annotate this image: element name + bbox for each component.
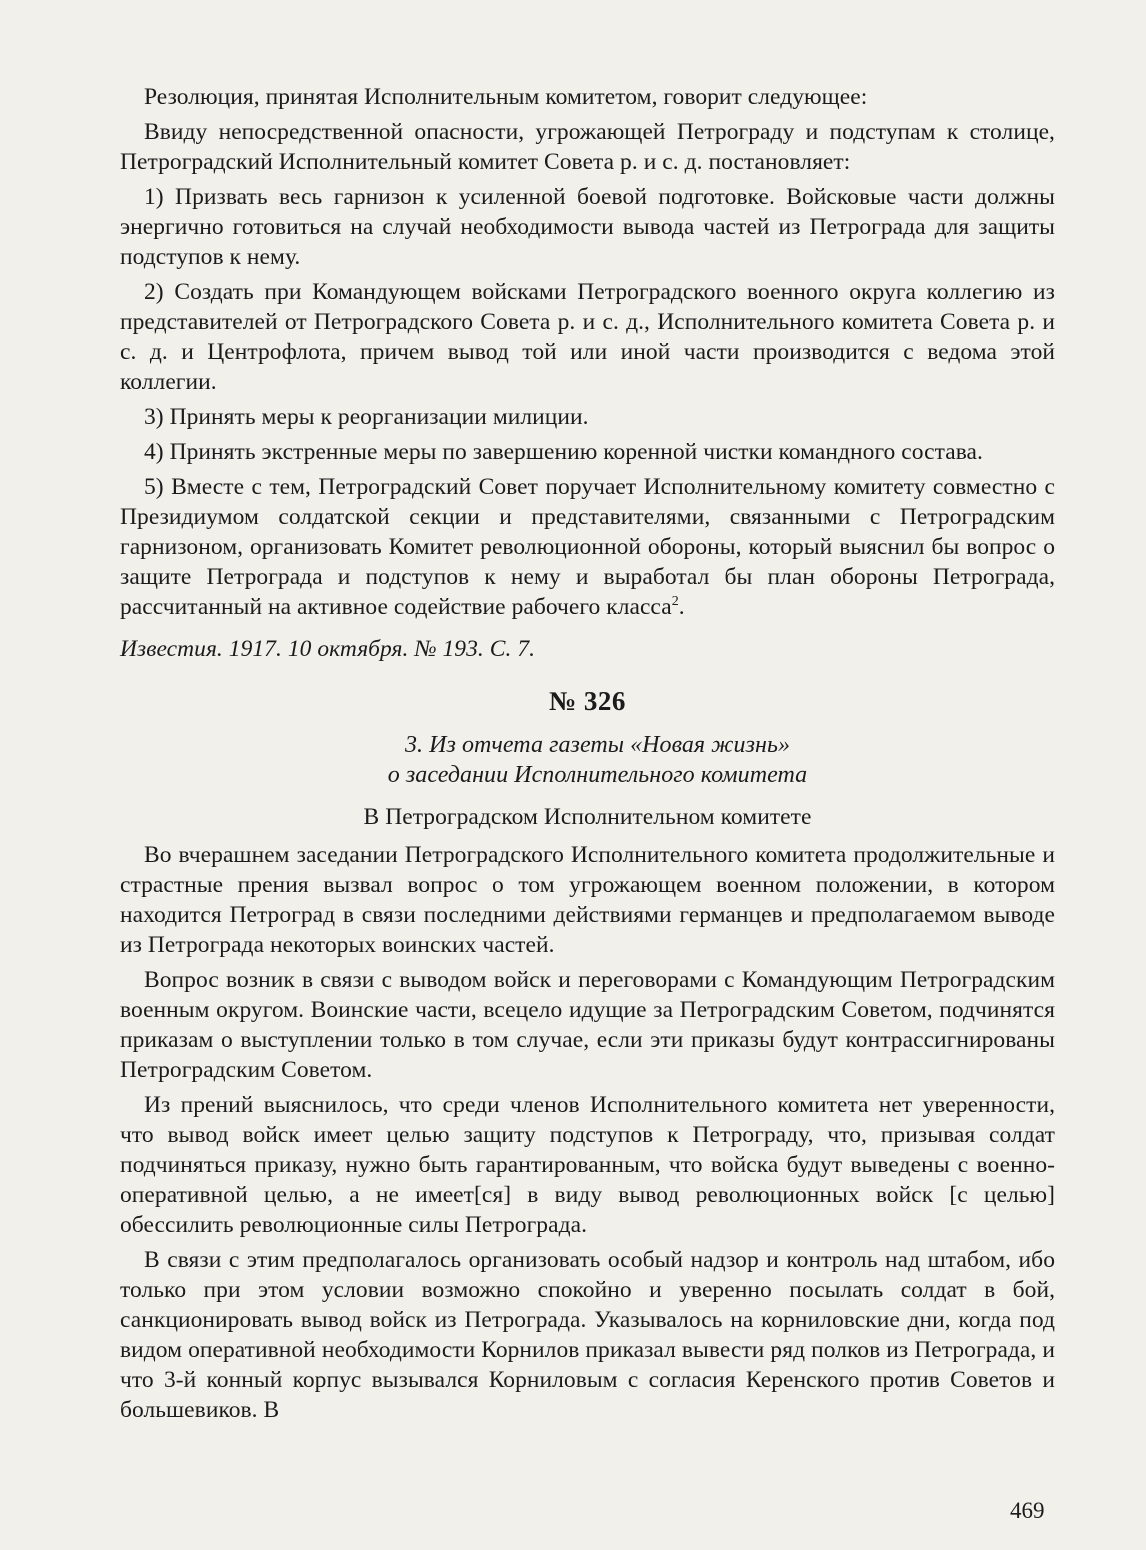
resolution-item-5-text: 5) Вместе с тем, Петроградский Совет поручает Исполнительному комитету совместно с Президиумом солдатской секции и представителями, связанными с Петроградским гарнизоном, организовать Комитет революционной обороны, который выяснил бы вопрос о защите Петрограда и подступов к нему и выработал бы план обороны Петрограда, рассчитанный на активное содействие рабочего класса bbox=[120, 474, 1055, 620]
document-number: № 326 bbox=[549, 686, 626, 716]
body-paragraph-3: Из прений выяснилось, что среди членов Исполнительного комитета нет уверенности, что вывод войск имеет целью защиту подступов к Петрограду, что, призывая солдат подчиняться приказу, нужно быть гарантированным, что войска будут выведены с военно-оперативной целью, а не имеет[ся] в виду вывод революционных войск [с целью] обессилить революционные силы Петрограда. bbox=[120, 1092, 1055, 1238]
body-paragraph-2: Вопрос возник в связи с выводом войск и переговорами с Командующим Петроградским военным округом. Воинские части, всецело идущие за Петроградским Советом, подчинятся приказам о выступлении только в том случае, если эти приказы будут контрассигнированы Петроградским Советом. bbox=[120, 967, 1055, 1083]
page-number: 469 bbox=[1010, 1498, 1045, 1523]
resolution-item-5 bbox=[120, 472, 1055, 622]
footnote-marker: 2 bbox=[671, 594, 679, 610]
resolution-item-3: 3) Принять меры к реорганизации милиции. bbox=[144, 404, 589, 430]
resolution-item-4: 4) Принять экстренные меры по завершению коренной чистки командного состава. bbox=[144, 439, 983, 465]
document-title-line-2: о заседании Исполнительного комитета bbox=[387, 762, 808, 788]
document-title-line-1: 3. Из отчета газеты «Новая жизнь» bbox=[405, 732, 790, 758]
resolution-item-5-end: . bbox=[678, 594, 685, 620]
body-paragraph-1: Во вчерашнем заседании Петроградского Исполнительного комитета продолжительные и страстные прения вызвал вопрос о том угрожающем военном положении, в котором находится Петроград в связи последними действиями германцев и предполагаемом выводе из Петрограда некоторых воинских частей. bbox=[120, 842, 1055, 958]
document-title bbox=[140, 730, 1055, 790]
document-page bbox=[120, 82, 1055, 1430]
preamble-paragraph: Ввиду непосредственной опасности, угрожающей Петрограду и подступам к столице, Петроградский Исполнительный комитет Совета р. и с. д. постановляет: bbox=[120, 119, 1055, 175]
resolution-item-1: 1) Призвать весь гарнизон к усиленной боевой подготовке. Войсковые части должны энергично готовиться на случай необходимости вывода частей из Петрограда для защиты подступов к нему. bbox=[120, 184, 1055, 270]
article-subheading: В Петроградском Исполнительном комитете bbox=[363, 804, 812, 830]
source-citation: Известия. 1917. 10 октября. № 193. С. 7. bbox=[120, 636, 536, 662]
resolution-item-2: 2) Создать при Командующем войсками Петроградского военного округа коллегию из представителей от Петроградского Совета р. и с. д., Исполнительного комитета Совета р. и с. д. и Центрофлота, причем вывод той или иной части производится с ведома этой коллегии. bbox=[120, 279, 1055, 395]
intro-paragraph: Резолюция, принятая Исполнительным комитетом, говорит следующее: bbox=[144, 84, 868, 110]
body-paragraph-4: В связи с этим предполагалось организовать особый надзор и контроль над штабом, ибо только при этом условии возможно спокойно и уверенно посылать солдат в бой, санкционировать вывод войск из Петрограда. Указывалось на корниловские дни, когда под видом оперативной необходимости Корнилов приказал вывести ряд полков из Петрограда, и что 3-й конный корпус вызывался Корниловым с согласия Керенского против Советов и большевиков. В bbox=[120, 1247, 1055, 1423]
